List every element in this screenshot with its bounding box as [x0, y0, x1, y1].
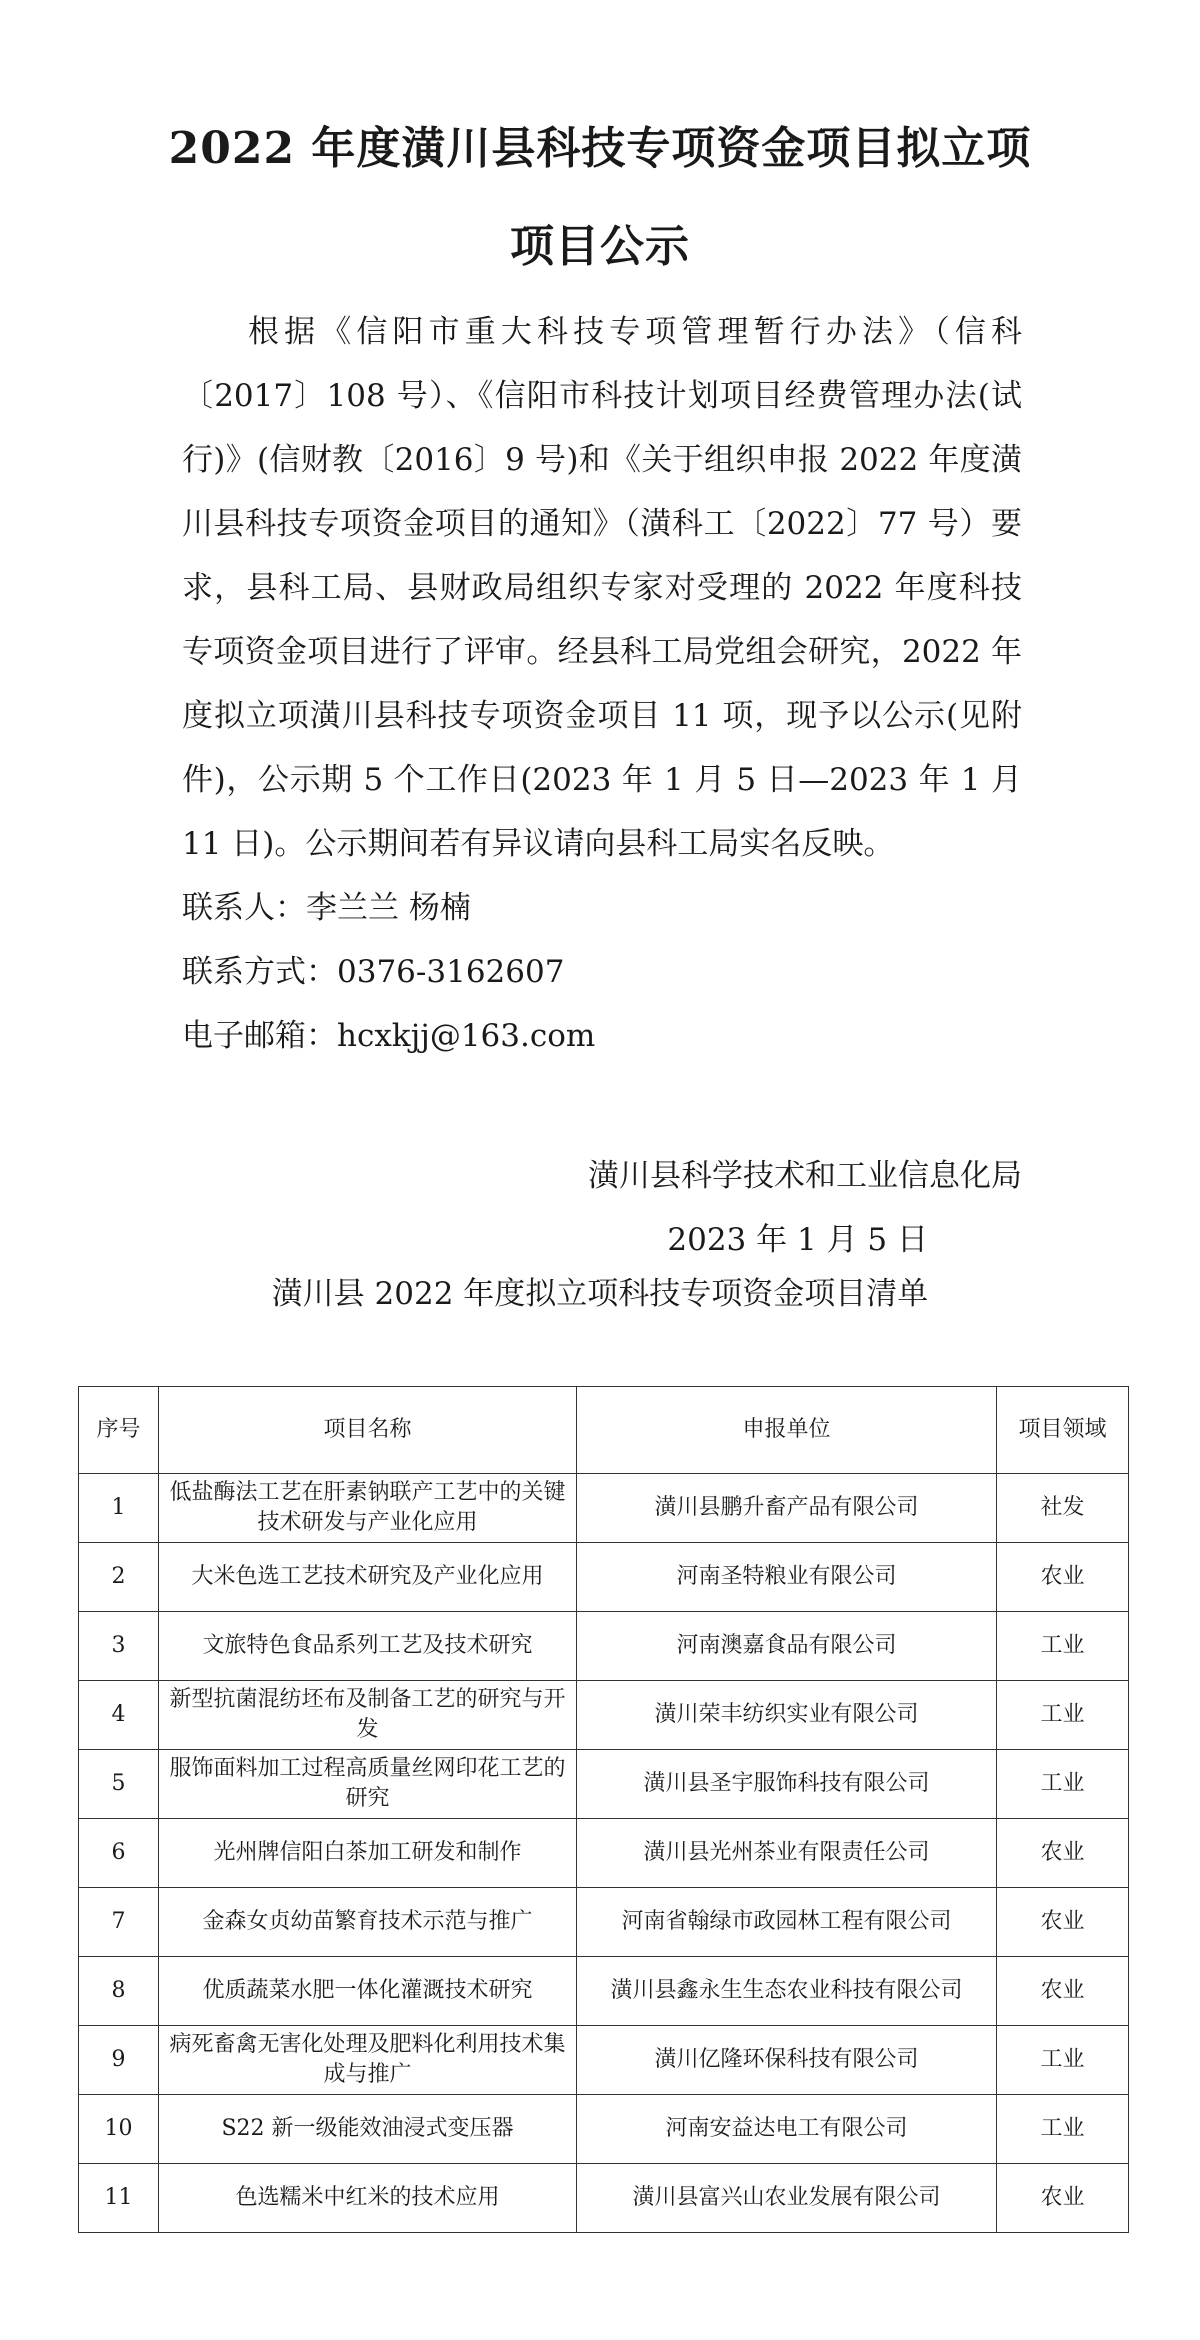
table-row	[79, 1888, 1129, 1957]
row-applicant: 潢川荣丰纺织实业有限公司	[577, 1681, 997, 1750]
signature-date: 2023 年 1 月 5 日	[667, 1222, 928, 1258]
row-field: 工业	[997, 1612, 1129, 1681]
project-table	[78, 1386, 1129, 2233]
row-no: 3	[79, 1612, 159, 1681]
contact-phone: 联系方式：0376-3162607	[182, 954, 565, 990]
notice-body	[182, 300, 1022, 1068]
document-title-line2: 项目公示	[510, 221, 690, 272]
row-no: 11	[79, 2164, 159, 2233]
row-no: 7	[79, 1888, 159, 1957]
row-applicant: 潢川县鹏升畜产品有限公司	[577, 1474, 997, 1543]
row-field: 工业	[997, 2095, 1129, 2164]
row-applicant: 河南省翰绿市政园林工程有限公司	[577, 1888, 997, 1957]
table-row	[79, 1612, 1129, 1681]
row-applicant: 潢川县鑫永生生态农业科技有限公司	[577, 1957, 997, 2026]
row-applicant: 潢川亿隆环保科技有限公司	[577, 2026, 997, 2095]
project-list-title: 潢川县 2022 年度拟立项科技专项资金项目清单	[271, 1276, 929, 1312]
signature-organization: 潢川县科学技术和工业信息化局	[588, 1158, 1022, 1194]
table-row	[79, 2026, 1129, 2095]
row-applicant: 河南澳嘉食品有限公司	[577, 1612, 997, 1681]
table-row	[79, 1474, 1129, 1543]
row-field: 农业	[997, 1543, 1129, 1612]
row-project-name: S22 新一级能效油浸式变压器	[159, 2095, 577, 2164]
row-project-name: 色选糯米中红米的技术应用	[159, 2164, 577, 2233]
row-no: 6	[79, 1819, 159, 1888]
table-header-row	[79, 1387, 1129, 1474]
row-no: 1	[79, 1474, 159, 1543]
row-field: 农业	[997, 1819, 1129, 1888]
row-field: 工业	[997, 1681, 1129, 1750]
row-applicant: 潢川县圣宇服饰科技有限公司	[577, 1750, 997, 1819]
table-row	[79, 1543, 1129, 1612]
contact-person: 联系人：李兰兰 杨楠	[182, 890, 471, 926]
notice-paragraph: 根据《信阳市重大科技专项管理暂行办法》（信科〔2017〕108 号）、《信阳市科技计划项目经费管理办法(试行)》(信财教〔2016〕9 号)和《关于组织申报 2022 年度潢川县科技专项资金项目的通知》（潢科工〔2022〕77 号）要求，县科工局、县财政局组织专家对受理的 2022 年度科技专项资金项目进行了评审。经县科工局党组会研究，2022 年度拟立项潢川县科技专项资金项目 11 项，现予以公示(见附件)，公示期 5 个工作日(2023 年 1 月 5 日—2023 年 1 月 11 日)。公示期间若有异议请向县科工局实名反映。	[182, 314, 1022, 862]
row-field: 工业	[997, 1750, 1129, 1819]
row-no: 9	[79, 2026, 159, 2095]
table-row	[79, 2164, 1129, 2233]
row-project-name: 新型抗菌混纺坯布及制备工艺的研究与开发	[159, 1681, 577, 1750]
row-applicant: 潢川县富兴山农业发展有限公司	[577, 2164, 997, 2233]
table-row	[79, 1681, 1129, 1750]
row-project-name: 优质蔬菜水肥一体化灌溉技术研究	[159, 1957, 577, 2026]
row-project-name: 低盐酶法工艺在肝素钠联产工艺中的关键技术研发与产业化应用	[159, 1474, 577, 1543]
row-field: 社发	[997, 1474, 1129, 1543]
row-no: 8	[79, 1957, 159, 2026]
row-applicant: 潢川县光州茶业有限责任公司	[577, 1819, 997, 1888]
row-no: 4	[79, 1681, 159, 1750]
row-field: 农业	[997, 2164, 1129, 2233]
header-applicant: 申报单位	[577, 1387, 997, 1474]
row-applicant: 河南安益达电工有限公司	[577, 2095, 997, 2164]
table-row	[79, 1750, 1129, 1819]
row-project-name: 文旅特色食品系列工艺及技术研究	[159, 1612, 577, 1681]
row-field: 农业	[997, 1888, 1129, 1957]
row-field: 农业	[997, 1957, 1129, 2026]
row-project-name: 服饰面料加工过程高质量丝网印花工艺的研究	[159, 1750, 577, 1819]
row-no: 10	[79, 2095, 159, 2164]
row-no: 5	[79, 1750, 159, 1819]
row-no: 2	[79, 1543, 159, 1612]
table-row	[79, 1957, 1129, 2026]
header-no: 序号	[79, 1387, 159, 1474]
header-project-name: 项目名称	[159, 1387, 577, 1474]
table-row	[79, 2095, 1129, 2164]
row-field: 工业	[997, 2026, 1129, 2095]
table-row	[79, 1819, 1129, 1888]
row-project-name: 大米色选工艺技术研究及产业化应用	[159, 1543, 577, 1612]
row-applicant: 河南圣特粮业有限公司	[577, 1543, 997, 1612]
document-title: 2022 年度潢川县科技专项资金项目拟立项	[168, 123, 1032, 174]
row-project-name: 光州牌信阳白茶加工研发和制作	[159, 1819, 577, 1888]
header-field: 项目领域	[997, 1387, 1129, 1474]
row-project-name: 病死畜禽无害化处理及肥料化利用技术集成与推广	[159, 2026, 577, 2095]
contact-email: 电子邮箱：hcxkjj@163.com	[182, 1018, 596, 1054]
row-project-name: 金森女贞幼苗繁育技术示范与推广	[159, 1888, 577, 1957]
